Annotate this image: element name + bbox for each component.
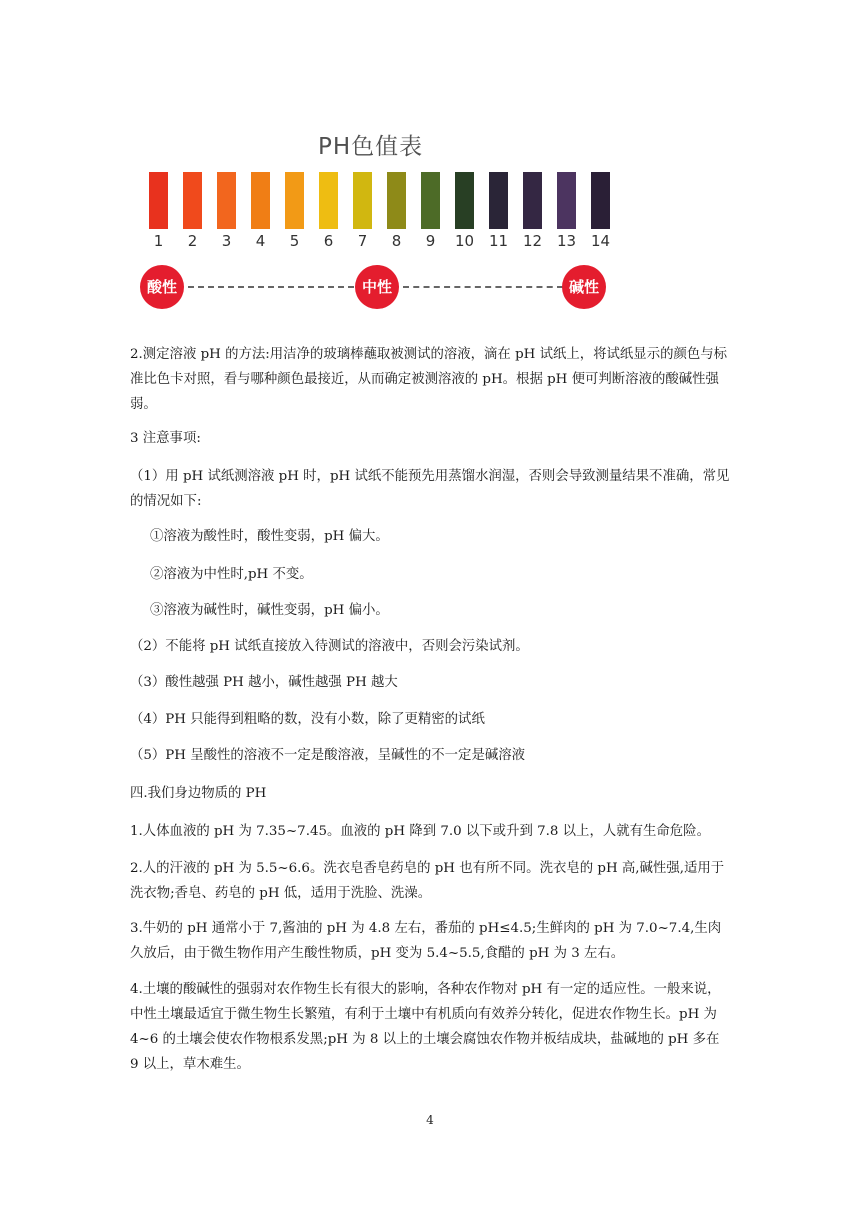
ph-swatch-number: 8 xyxy=(391,232,402,250)
paragraph-note-3: （3）酸性越强 PH 越小，碱性越强 PH 越大 xyxy=(130,675,398,690)
ph-swatch-number: 5 xyxy=(289,232,300,250)
ph-swatch xyxy=(183,172,202,229)
ph-swatch-number: 12 xyxy=(522,232,543,250)
acid-badge: 酸性 xyxy=(140,265,184,309)
ph-color-chart xyxy=(130,120,630,330)
ph-swatch-number: 14 xyxy=(590,232,611,250)
ph-swatch-number: 9 xyxy=(425,232,436,250)
paragraph-sweat-ph: 2.人的汗液的 pH 为 5.5~6.6。洗衣皂香皂药皂的 pH 也有所不同。洗衣皂的 pH 高,碱性强,适用于洗衣物;香皂、药皂的 pH 低，适用于洗脸、洗澡。 xyxy=(130,861,725,901)
ph-swatch xyxy=(353,172,372,229)
ph-swatch-number: 3 xyxy=(221,232,232,250)
ph-swatch-number: 4 xyxy=(255,232,266,250)
ph-swatch-number: 2 xyxy=(187,232,198,250)
ph-swatch-number: 11 xyxy=(488,232,509,250)
paragraph-food-ph: 3.牛奶的 pH 通常小于 7,酱油的 pH 为 4.8 左右，番茄的 pH≤4.5;生鲜肉的 pH 为 7.0~7.4,生肉久放后，由于微生物作用产生酸性物质，pH 变为 5.4~5.5,食醋的 pH 为 3 左右。 xyxy=(130,921,722,961)
ph-swatch xyxy=(319,172,338,229)
ph-swatch xyxy=(217,172,236,229)
paragraph-note-2: （2）不能将 pH 试纸直接放入待测试的溶液中，否则会污染试剂。 xyxy=(130,639,529,654)
ph-swatch xyxy=(591,172,610,229)
ph-swatch xyxy=(285,172,304,229)
ph-swatch xyxy=(523,172,542,229)
list-item-neutral: ②溶液为中性时,pH 不变。 xyxy=(150,567,313,582)
ph-swatch-number: 1 xyxy=(153,232,164,250)
ph-swatch-number: 6 xyxy=(323,232,334,250)
ph-swatch-number: 10 xyxy=(454,232,475,250)
list-item-acidic: ①溶液为酸性时，酸性变弱，pH 偏大。 xyxy=(150,529,389,544)
acid-neutral-dashes xyxy=(188,286,354,288)
list-item-basic: ③溶液为碱性时，碱性变弱，pH 偏小。 xyxy=(150,603,389,618)
ph-swatch xyxy=(557,172,576,229)
ph-swatch xyxy=(421,172,440,229)
ph-swatch-number: 13 xyxy=(556,232,577,250)
ph-swatch xyxy=(387,172,406,229)
paragraph-soil-ph: 4.土壤的酸碱性的强弱对农作物生长有很大的影响，各种农作物对 pH 有一定的适应性。一般来说，中性土壤最适宜于微生物生长繁殖，有利于土壤中有机质向有效养分转化，促进农作物生长。pH 为 4~6 的土壤会使农作物根系发黑;pH 为 8 以上的土壤会腐蚀农作物并板结成块，盐碱地的 pH 多在 9 以上，草木难生。 xyxy=(130,982,721,1072)
neutral-base-dashes xyxy=(403,286,563,288)
ph-swatch xyxy=(149,172,168,229)
paragraph-notes-heading: 3 注意事项: xyxy=(130,431,201,446)
ph-swatch xyxy=(455,172,474,229)
paragraph-note-5: （5）PH 呈酸性的溶液不一定是酸溶液，呈碱性的不一定是碱溶液 xyxy=(130,748,526,763)
paragraph-blood-ph: 1.人体血液的 pH 为 7.35~7.45。血液的 pH 降到 7.0 以下或升到 7.8 以上，人就有生命危险。 xyxy=(130,824,710,839)
base-badge: 碱性 xyxy=(562,265,606,309)
paragraph-note-4: （4）PH 只能得到粗略的数，没有小数，除了更精密的试纸 xyxy=(130,712,485,727)
paragraph-ph-method: 2.测定溶液 pH 的方法:用洁净的玻璃棒蘸取被测试的溶液，滴在 pH 试纸上，将试纸显示的颜色与标准比色卡对照，看与哪种颜色最接近，从而确定被测溶液的 pH。根据 pH 便可判断溶液的酸碱性强弱。 xyxy=(130,347,728,412)
section-heading: 四.我们身边物质的 PH xyxy=(130,786,267,801)
page-number: 4 xyxy=(426,1113,434,1127)
neutral-badge: 中性 xyxy=(355,265,399,309)
paragraph-note-1: （1）用 pH 试纸测溶液 pH 时，pH 试纸不能预先用蒸馏水润湿，否则会导致测量结果不准确，常见的情况如下: xyxy=(130,469,730,509)
ph-chart-title: PH色值表 xyxy=(318,134,424,160)
ph-swatch xyxy=(251,172,270,229)
ph-swatch-number: 7 xyxy=(357,232,368,250)
ph-swatch xyxy=(489,172,508,229)
